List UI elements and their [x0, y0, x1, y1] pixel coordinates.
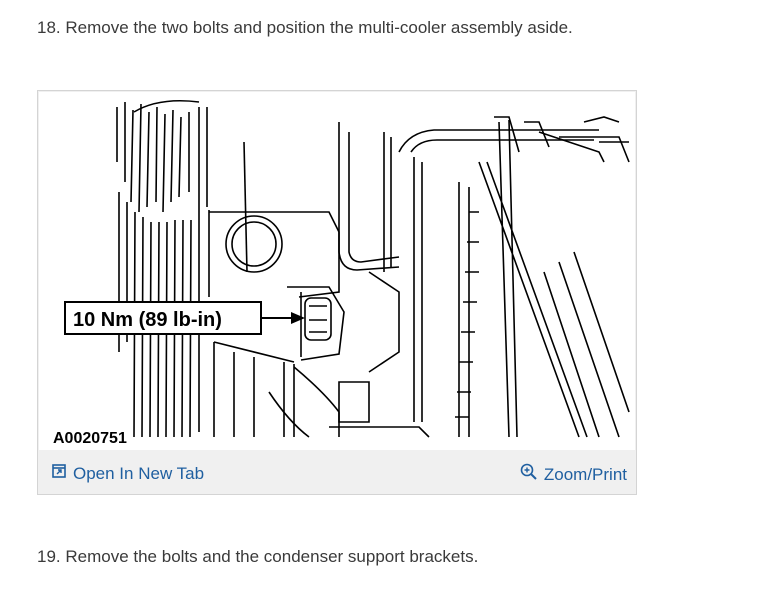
step-19-instruction: 19. Remove the bolts and the condenser support brackets. [37, 547, 479, 566]
figure-footer [39, 451, 635, 493]
step-18-instruction: 18. Remove the two bolts and position the multi-cooler assembly aside. [37, 18, 573, 37]
zoom-print-label: Zoom/Print [543, 464, 627, 484]
zoom-in-icon [520, 463, 538, 486]
multi-cooler-diagram [39, 92, 635, 450]
figure-illustration[interactable] [39, 92, 635, 450]
figure-id-label: A0020751 [53, 430, 127, 447]
figure-container [37, 90, 637, 495]
torque-callout-label: 10 Nm (89 lb-in) [73, 309, 222, 331]
open-new-tab-label: Open In New Tab [73, 463, 205, 483]
zoom-print-link[interactable] [520, 463, 627, 486]
open-new-tab-link[interactable] [51, 463, 204, 484]
open-new-tab-icon [51, 463, 67, 484]
